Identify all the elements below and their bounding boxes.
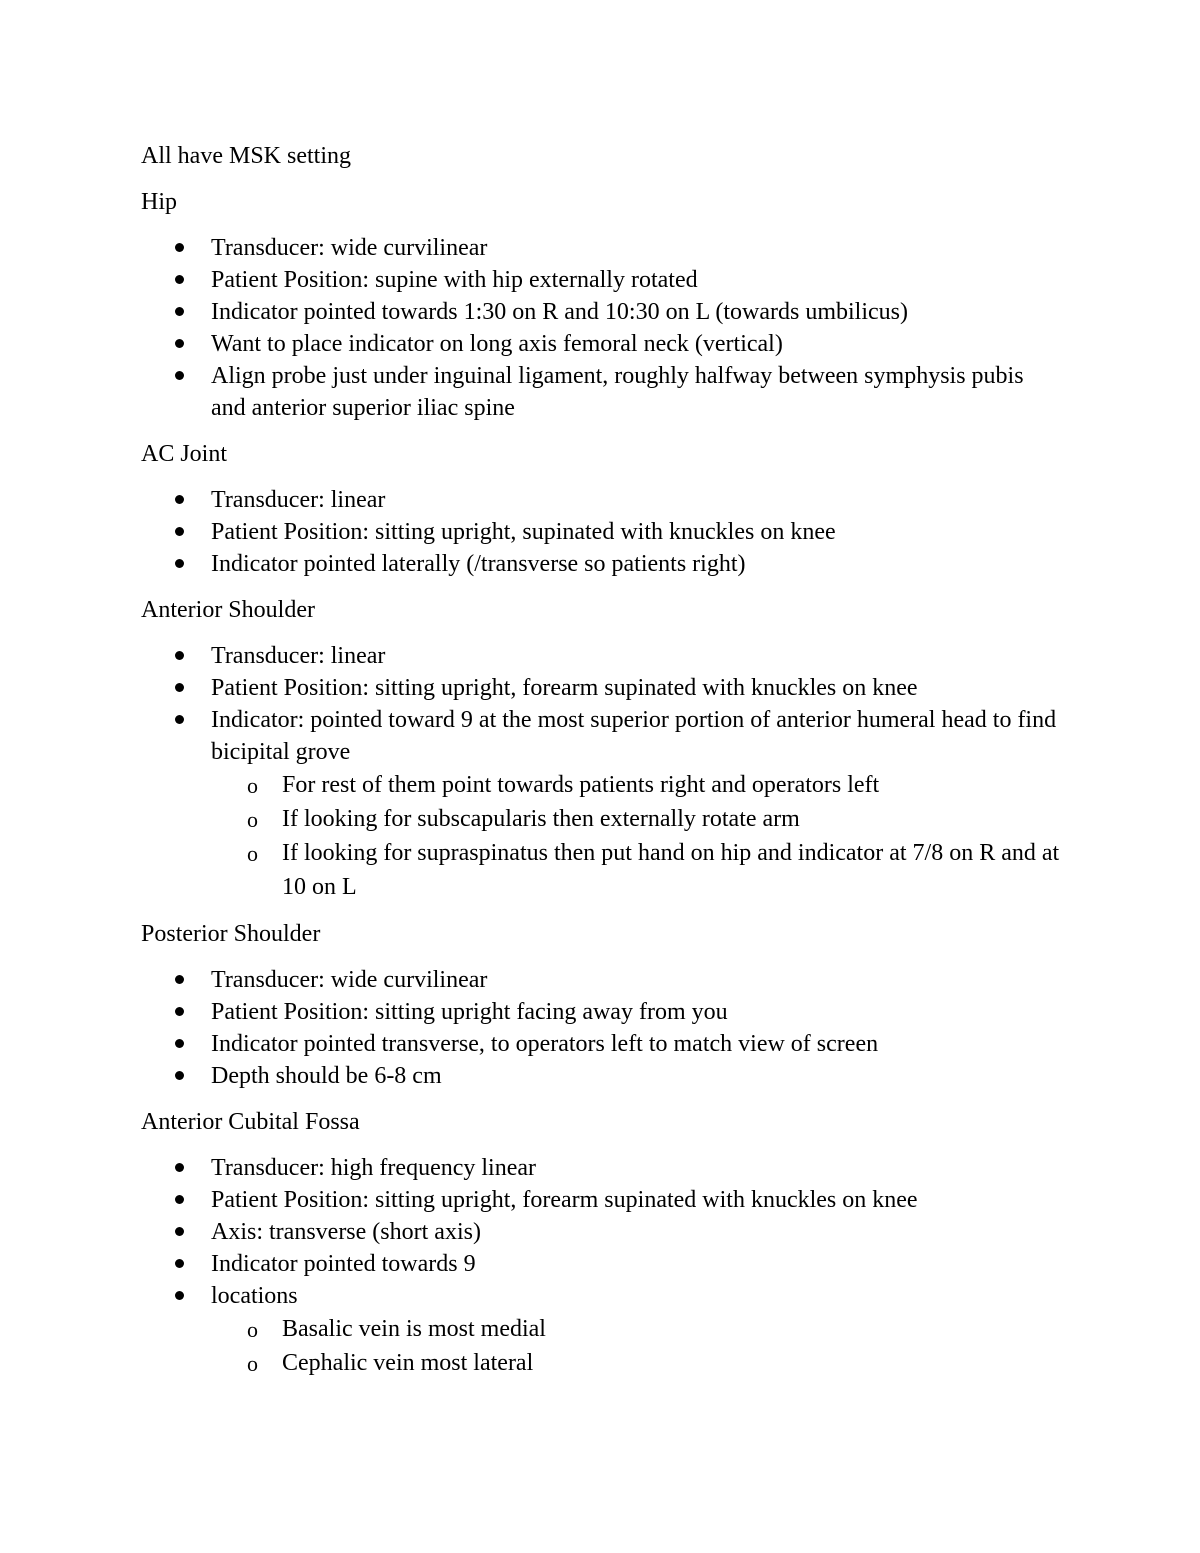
sub-list-item bbox=[211, 1346, 1061, 1380]
sub-list-item-text: Basalic vein is most medial bbox=[282, 1316, 546, 1342]
list-item-text: Transducer: wide curvilinear bbox=[211, 235, 488, 261]
bullet-icon bbox=[175, 527, 184, 536]
section-heading-anterior-cubital-fossa: Anterior Cubital Fossa bbox=[141, 1109, 360, 1135]
list-item bbox=[141, 704, 1061, 904]
bullet-icon bbox=[175, 1163, 184, 1172]
bullet-icon bbox=[175, 275, 184, 284]
list-item bbox=[141, 996, 1061, 1028]
list-item-text: Indicator pointed towards 1:30 on R and 10:30 on L (towards umbilicus) bbox=[211, 299, 908, 325]
list-item bbox=[141, 1280, 1061, 1380]
bullet-icon bbox=[175, 1071, 184, 1080]
list-item bbox=[141, 360, 1061, 424]
list-item-text: Align probe just under inguinal ligament, roughly halfway between symphysis pubis and anterior superior iliac spine bbox=[211, 363, 1024, 421]
list-item-text: Patient Position: sitting upright, supinated with knuckles on knee bbox=[211, 519, 836, 545]
list-item-text: Depth should be 6-8 cm bbox=[211, 1063, 442, 1089]
section-heading-anterior-shoulder: Anterior Shoulder bbox=[141, 597, 315, 623]
list-item bbox=[141, 264, 1061, 296]
bullet-icon bbox=[175, 559, 184, 568]
sub-list-item-text: For rest of them point towards patients right and operators left bbox=[282, 772, 880, 798]
sub-list bbox=[211, 768, 1061, 904]
sub-list-item bbox=[211, 1312, 1061, 1346]
list-item bbox=[141, 1216, 1061, 1248]
circle-bullet-icon: o bbox=[247, 807, 258, 832]
intro-line: All have MSK setting bbox=[141, 143, 351, 169]
sub-list-item bbox=[211, 802, 1061, 836]
bullet-icon bbox=[175, 307, 184, 316]
list-item bbox=[141, 640, 1061, 672]
list-item-text: Transducer: linear bbox=[211, 643, 386, 669]
list-item bbox=[141, 1152, 1061, 1184]
ac-joint-list bbox=[141, 484, 1061, 580]
list-item-text: Indicator pointed transverse, to operators left to match view of screen bbox=[211, 1031, 879, 1057]
list-item-text: Indicator pointed towards 9 bbox=[211, 1251, 476, 1277]
list-item bbox=[141, 484, 1061, 516]
list-item bbox=[141, 1028, 1061, 1060]
list-item bbox=[141, 672, 1061, 704]
sub-list bbox=[211, 1312, 1061, 1380]
bullet-icon bbox=[175, 1007, 184, 1016]
bullet-icon bbox=[175, 683, 184, 692]
bullet-icon bbox=[175, 715, 184, 724]
list-item-text: Want to place indicator on long axis femoral neck (vertical) bbox=[211, 331, 783, 357]
list-item-text: locations bbox=[211, 1283, 298, 1309]
list-item-text: Patient Position: sitting upright, forearm supinated with knuckles on knee bbox=[211, 675, 918, 701]
list-item-text: Patient Position: supine with hip externally rotated bbox=[211, 267, 698, 293]
section-heading-posterior-shoulder: Posterior Shoulder bbox=[141, 921, 321, 947]
list-item-text: Axis: transverse (short axis) bbox=[211, 1219, 481, 1245]
sub-list-item-text: If looking for supraspinatus then put hand on hip and indicator at 7/8 on R and at 10 on L bbox=[282, 840, 1060, 900]
sub-list-item-text: If looking for subscapularis then externally rotate arm bbox=[282, 806, 800, 832]
list-item-text: Indicator: pointed toward 9 at the most superior portion of anterior humeral head to find bicipital grove bbox=[211, 707, 1057, 765]
bullet-icon bbox=[175, 339, 184, 348]
list-item bbox=[141, 232, 1061, 264]
list-item bbox=[141, 328, 1061, 360]
posterior-shoulder-list bbox=[141, 964, 1061, 1092]
section-heading-ac-joint: AC Joint bbox=[141, 441, 228, 467]
anterior-shoulder-list bbox=[141, 640, 1061, 904]
anterior-cubital-fossa-list bbox=[141, 1152, 1061, 1380]
list-item-text: Transducer: linear bbox=[211, 487, 386, 513]
bullet-icon bbox=[175, 243, 184, 252]
bullet-icon bbox=[175, 975, 184, 984]
list-item bbox=[141, 296, 1061, 328]
list-item bbox=[141, 1248, 1061, 1280]
list-item bbox=[141, 964, 1061, 996]
document-page bbox=[141, 140, 1061, 1394]
list-item bbox=[141, 548, 1061, 580]
bullet-icon bbox=[175, 1259, 184, 1268]
list-item bbox=[141, 516, 1061, 548]
list-item-text: Patient Position: sitting upright facing away from you bbox=[211, 999, 728, 1025]
bullet-icon bbox=[175, 1227, 184, 1236]
list-item-text: Indicator pointed laterally (/transverse so patients right) bbox=[211, 551, 746, 577]
bullet-icon bbox=[175, 1291, 184, 1300]
circle-bullet-icon: o bbox=[247, 773, 258, 798]
sub-list-item bbox=[211, 836, 1061, 904]
circle-bullet-icon: o bbox=[247, 841, 258, 866]
list-item-text: Transducer: high frequency linear bbox=[211, 1155, 537, 1181]
list-item bbox=[141, 1184, 1061, 1216]
bullet-icon bbox=[175, 1039, 184, 1048]
circle-bullet-icon: o bbox=[247, 1351, 258, 1376]
bullet-icon bbox=[175, 495, 184, 504]
section-heading-hip: Hip bbox=[141, 189, 177, 215]
sub-list-item-text: Cephalic vein most lateral bbox=[282, 1350, 534, 1376]
hip-list bbox=[141, 232, 1061, 424]
circle-bullet-icon: o bbox=[247, 1317, 258, 1342]
list-item bbox=[141, 1060, 1061, 1092]
sub-list-item bbox=[211, 768, 1061, 802]
bullet-icon bbox=[175, 371, 184, 380]
bullet-icon bbox=[175, 1195, 184, 1204]
bullet-icon bbox=[175, 651, 184, 660]
list-item-text: Transducer: wide curvilinear bbox=[211, 967, 488, 993]
list-item-text: Patient Position: sitting upright, forearm supinated with knuckles on knee bbox=[211, 1187, 918, 1213]
